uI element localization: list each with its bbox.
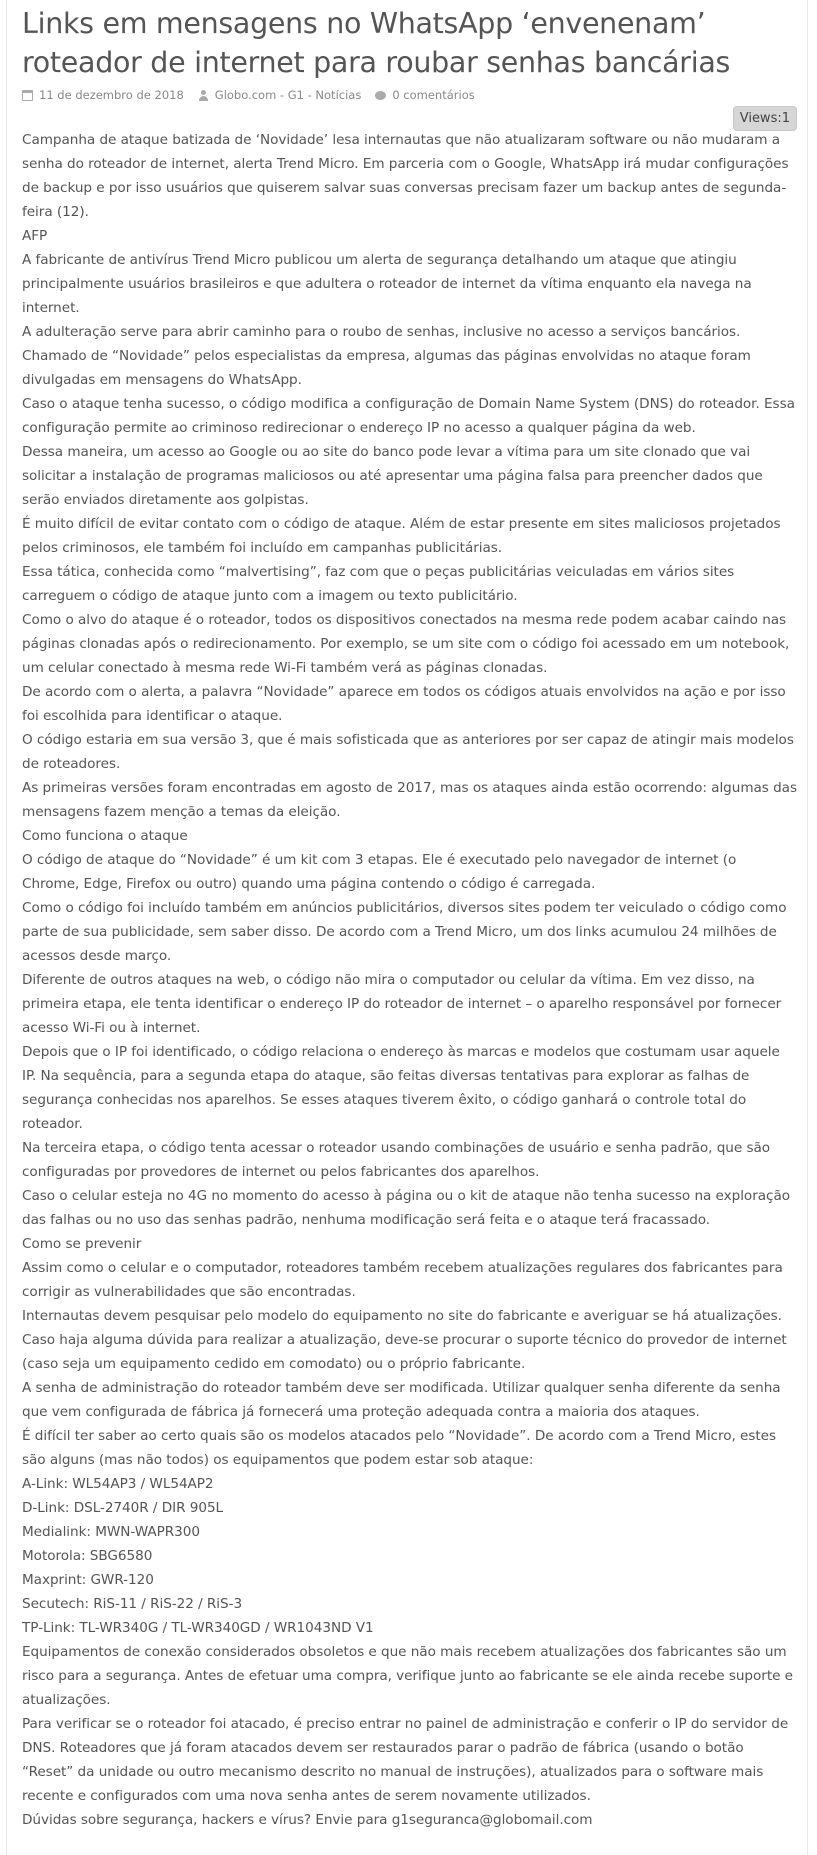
article-paragraph: É difícil ter saber ao certo quais são os modelos atacados pelo “Novidade”. De acordo com a Trend Micro, estes são alguns (mas não todos) os equipamentos que podem estar sob ataque:: [22, 1428, 776, 1468]
article-paragraph: Maxprint: GWR-120: [22, 1572, 154, 1588]
article-paragraph: Equipamentos de conexão considerados obsoletos e que não mais recebem atualizações dos fabricantes são um risco para a segurança. Antes de efetuar uma compra, verifique junto ao fabricante se ele ainda recebe suporte e atualizações.: [22, 1644, 793, 1708]
article-paragraph: Secutech: RiS-11 / RiS-22 / RiS-3: [22, 1596, 243, 1612]
article-paragraph: É muito difícil de evitar contato com o código de ataque. Além de estar presente em sites maliciosos projetados pelos criminosos, ele também foi incluído em campanhas publicitárias.: [22, 516, 781, 556]
article-paragraph: Motorola: SBG6580: [22, 1548, 153, 1564]
article-paragraph: D-Link: DSL-2740R / DIR 905L: [22, 1500, 224, 1516]
article-paragraph: O código estaria em sua versão 3, que é mais sofisticada que as anteriores por ser capaz de atingir mais modelos de roteadores.: [22, 732, 794, 772]
article-title: Links em mensagens no WhatsApp ‘envenenam’ roteador de internet para roubar senhas bancárias: [22, 7, 731, 79]
meta-comments-text[interactable]: 0 comentários: [392, 88, 475, 102]
article-paragraph: Como o código foi incluído também em anúncios publicitários, diversos sites podem ter veiculado o código como parte de sua publicidade, sem saber disso. De acordo com a Trend Micro, um dos links acumulou 24 milhões de acessos desde março.: [22, 900, 787, 964]
article-paragraph: O código de ataque do “Novidade” é um kit com 3 etapas. Ele é executado pelo navegador de internet (o Chrome, Edge, Firefox ou outro) quando uma página contendo o código é carregada.: [22, 852, 737, 892]
article-paragraph: Essa tática, conhecida como “malvertising”, faz com que o peças publicitárias veiculadas em vários sites carreguem o código de ataque junto com a imagem ou texto publicitário.: [22, 564, 735, 604]
article-paragraph: Como o alvo do ataque é o roteador, todos os dispositivos conectados na mesma rede podem acabar caindo nas páginas clonadas após o redirecionamento. Por exemplo, se um site com o código foi acessado em um notebook, um celular conectado à mesma rede Wi-Fi também verá as páginas clonadas.: [22, 612, 790, 676]
meta-author-text[interactable]: Globo.com - G1 - Notícias: [214, 88, 362, 102]
article-body: [22, 128, 797, 1832]
meta-author[interactable]: [198, 88, 362, 102]
article-paragraph: Como se prevenir: [22, 1236, 142, 1252]
article-paragraph: Caso o ataque tenha sucesso, o código modifica a configuração de Domain Name System (DNS) do roteador. Essa configuração permite ao criminoso redirecionar o endereço IP no acesso a qualquer página da web.: [22, 396, 795, 436]
views-badge: Views:1: [733, 106, 797, 131]
user-icon: [198, 90, 209, 101]
meta-comments[interactable]: [375, 88, 474, 102]
article-paragraph: A senha de administração do roteador também deve ser modificada. Utilizar qualquer senha diferente da senha que vem configurada de fábrica já fornecerá uma proteção adequada contra a maioria dos ataques.: [22, 1380, 781, 1420]
article-paragraph: Como funciona o ataque: [22, 828, 188, 844]
article-paragraph: Depois que o IP foi identificado, o código relaciona o endereço às marcas e modelos que costumam usar aquele IP. Na sequência, para a segunda etapa do ataque, são feitas diversas tentativas para explorar as falhas de segurança conhecidas nos aparelhos. Se esses ataques tiverem êxito, o código ganhará o controle total do roteador.: [22, 1044, 780, 1132]
article-paragraph: TP-Link: TL-WR340G / TL-WR340GD / WR1043ND V1: [22, 1620, 374, 1636]
article-paragraph: A fabricante de antivírus Trend Micro publicou um alerta de segurança detalhando um ataque que atingiu principalmente usuários brasileiros e que adultera o roteador de internet da vítima enquanto ela navega na internet.: [22, 252, 752, 316]
article-paragraph: AFP: [22, 228, 48, 244]
article-paragraph: Campanha de ataque batizada de ‘Novidade’ lesa internautas que não atualizaram software ou não mudaram a senha do roteador de internet, alerta Trend Micro. Em parceria com o Google, WhatsApp irá mudar configurações de backup e por isso usuários que quiserem salvar suas conversas precisam fazer um backup antes de segunda-feira (12).: [22, 132, 789, 220]
article-paragraph: Dúvidas sobre segurança, hackers e vírus? Envie para g1seguranca@globomail.com: [22, 1812, 593, 1828]
article-paragraph: As primeiras versões foram encontradas em agosto de 2017, mas os ataques ainda estão ocorrendo: algumas das mensagens fazem menção a temas da eleição.: [22, 780, 797, 820]
calendar-icon: [22, 90, 33, 101]
article-paragraph: Dessa maneira, um acesso ao Google ou ao site do banco pode levar a vítima para um site clonado que vai solicitar a instalação de programas maliciosos ou até apresentar uma página falsa para preencher dados que serão enviados diretamente aos golpistas.: [22, 444, 763, 508]
article-meta: [22, 85, 797, 105]
article-paragraph: Caso o celular esteja no 4G no momento do acesso à página ou o kit de ataque não tenha sucesso na exploração das falhas ou no uso das senhas padrão, nenhuma modificação será feita e o ataque terá fracassado.: [22, 1188, 790, 1228]
comment-icon: [375, 91, 386, 100]
article-paragraph: Para verificar se o roteador foi atacado, é preciso entrar no painel de administração e conferir o IP do servidor de DNS. Roteadores que já foram atacados devem ser restaurados parar o padrão de fábrica (usando o botão “Reset” da unidade ou outro mecanismo descrito no manual de instruções), atualizados para o software mais recente e configurados com uma nova senha antes de serem novamente utilizados.: [22, 1716, 789, 1804]
article: [22, 4, 797, 1832]
article-paragraph: De acordo com o alerta, a palavra “Novidade” aparece em todos os códigos atuais envolvidos na ação e por isso foi escolhida para identificar o ataque.: [22, 684, 786, 724]
article-paragraph: A-Link: WL54AP3 / WL54AP2: [22, 1476, 214, 1492]
meta-date-text[interactable]: 11 de dezembro de 2018: [39, 88, 184, 102]
article-paragraph: Assim como o celular e o computador, roteadores também recebem atualizações regulares dos fabricantes para corrigir as vulnerabilidades que são encontradas.: [22, 1260, 783, 1300]
article-paragraph: Internautas devem pesquisar pelo modelo do equipamento no site do fabricante e averiguar se há atualizações. Caso haja alguma dúvida para realizar a atualização, deve-se procurar o suporte técnico do provedor de internet (caso seja um equipamento cedido em comodato) ou o próprio fabricante.: [22, 1308, 787, 1372]
article-paragraph: Na terceira etapa, o código tenta acessar o roteador usando combinações de usuário e senha padrão, que são configuradas por provedores de internet ou pelos fabricantes dos aparelhos.: [22, 1140, 771, 1180]
article-paragraph: Diferente de outros ataques na web, o código não mira o computador ou celular da vítima. Em vez disso, na primeira etapa, ele tenta identificar o endereço IP do roteador de internet – o aparelho responsável por fornecer acesso Wi-Fi ou à internet.: [22, 972, 782, 1036]
meta-date[interactable]: [22, 88, 184, 102]
article-paragraph: Medialink: MWN-WAPR300: [22, 1524, 200, 1540]
article-paragraph: A adulteração serve para abrir caminho para o roubo de senhas, inclusive no acesso a serviços bancários. Chamado de “Novidade” pelos especialistas da empresa, algumas das páginas envolvidas no ataque foram divulgadas em mensagens do WhatsApp.: [22, 324, 751, 388]
